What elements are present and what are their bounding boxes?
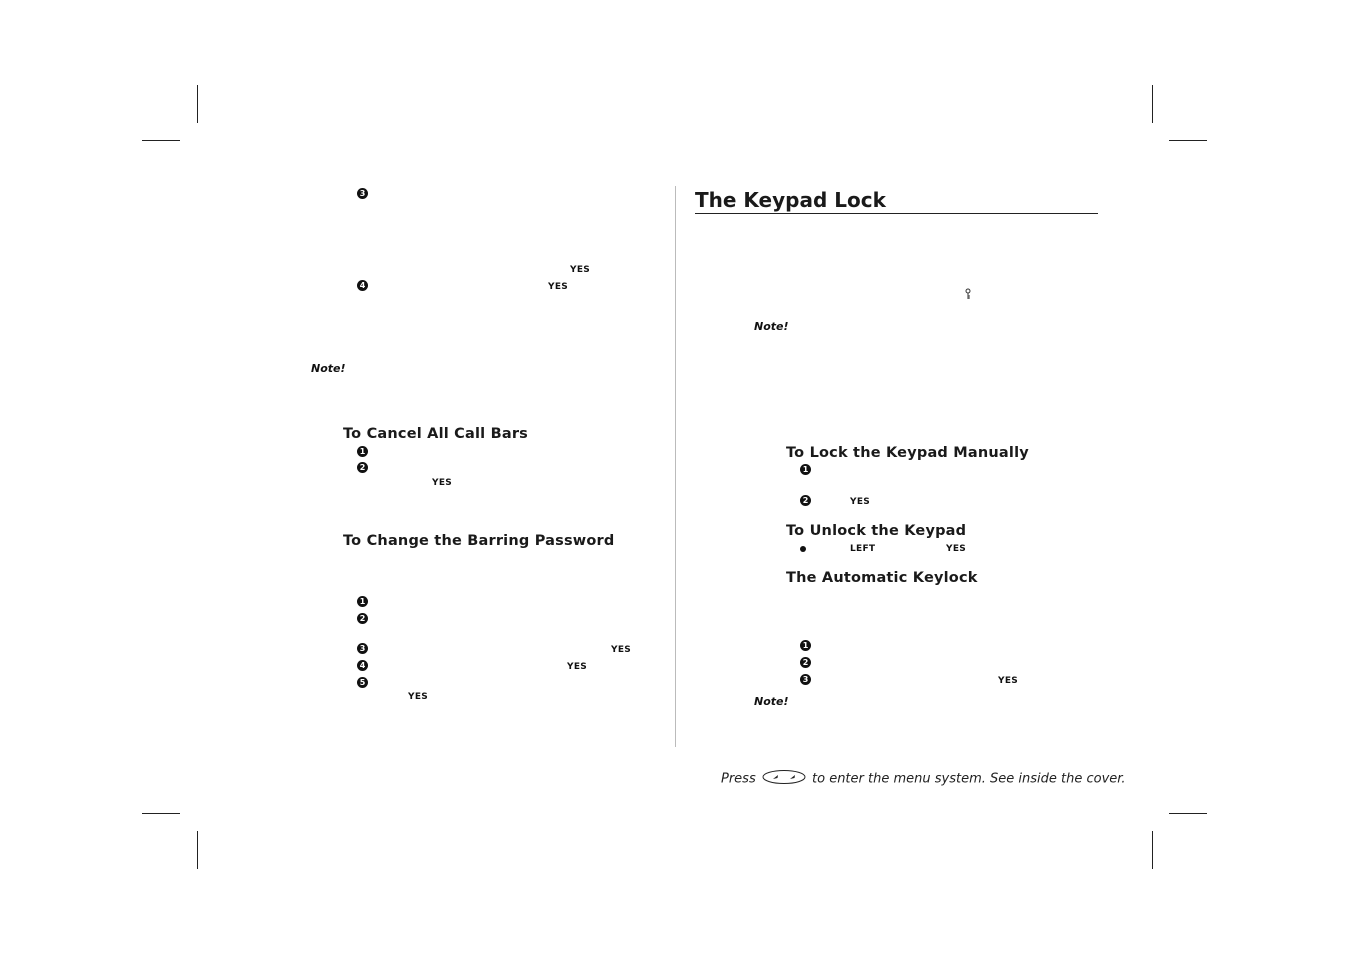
key-label: YES bbox=[946, 544, 967, 554]
step-number: 4 bbox=[357, 280, 368, 291]
step-number: 3 bbox=[357, 188, 368, 199]
page-divider bbox=[675, 186, 676, 747]
section-title-unlock-keypad: To Unlock the Keypad bbox=[786, 523, 967, 539]
step-number: 3 bbox=[357, 643, 368, 654]
key-label: YES bbox=[570, 265, 591, 275]
page-title: The Keypad Lock bbox=[695, 187, 1098, 214]
section-title-lock-keypad: To Lock the Keypad Manually bbox=[786, 445, 1029, 461]
crop-mark bbox=[1169, 813, 1207, 814]
section-title-cancel-call-bars: To Cancel All Call Bars bbox=[343, 426, 529, 442]
note-label: Note! bbox=[311, 362, 346, 375]
section-title-change-password: To Change the Barring Password bbox=[343, 533, 615, 549]
footer-before: Press bbox=[721, 771, 756, 787]
crop-mark bbox=[142, 140, 180, 141]
step-number: 1 bbox=[357, 596, 368, 607]
step-number: 2 bbox=[357, 613, 368, 624]
step-number: 1 bbox=[800, 640, 811, 651]
step-number: 1 bbox=[357, 446, 368, 457]
crop-mark bbox=[1152, 85, 1153, 123]
crop-mark bbox=[142, 813, 180, 814]
key-label: YES bbox=[611, 645, 632, 655]
footer-after: to enter the menu system. See inside the cover. bbox=[812, 771, 1126, 787]
key-label: LEFT bbox=[850, 544, 876, 554]
step-number: 1 bbox=[800, 464, 811, 475]
key-label: YES bbox=[432, 478, 453, 488]
step-number: 5 bbox=[357, 677, 368, 688]
note-label: Note! bbox=[754, 320, 789, 333]
step-number: 2 bbox=[357, 462, 368, 473]
key-label: YES bbox=[850, 497, 871, 507]
note-label: Note! bbox=[754, 695, 789, 708]
key-label: YES bbox=[408, 692, 429, 702]
key-lock-icon bbox=[963, 285, 973, 297]
footer-text bbox=[721, 769, 1126, 789]
bullet bbox=[800, 546, 806, 552]
menu-key-icon bbox=[762, 769, 806, 789]
section-title-automatic-keylock: The Automatic Keylock bbox=[786, 570, 978, 586]
key-label: YES bbox=[548, 282, 569, 292]
step-number: 2 bbox=[800, 495, 811, 506]
step-number: 4 bbox=[357, 660, 368, 671]
crop-mark bbox=[1152, 831, 1153, 869]
crop-mark bbox=[197, 831, 198, 869]
step-number: 2 bbox=[800, 657, 811, 668]
crop-mark bbox=[197, 85, 198, 123]
step-number: 3 bbox=[800, 674, 811, 685]
crop-mark bbox=[1169, 140, 1207, 141]
key-label: YES bbox=[567, 662, 588, 672]
key-label: YES bbox=[998, 676, 1019, 686]
